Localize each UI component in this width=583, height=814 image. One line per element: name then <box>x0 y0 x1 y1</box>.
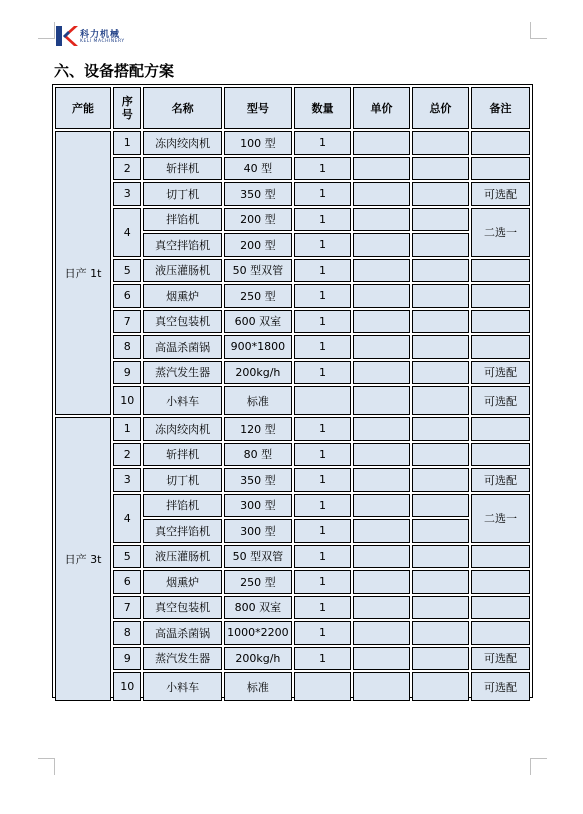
note-cell <box>471 596 530 620</box>
price-cell <box>353 284 410 308</box>
no-cell: 7 <box>113 596 141 620</box>
name-cell: 真空拌馅机 <box>143 519 221 543</box>
qty-cell: 1 <box>294 647 351 671</box>
total-cell <box>412 417 469 441</box>
section-heading: 六、设备搭配方案 <box>54 62 175 80</box>
note-cell <box>471 310 530 334</box>
name-cell: 冻肉绞肉机 <box>143 131 221 155</box>
name-cell: 烟熏炉 <box>143 570 221 594</box>
model-cell: 40 型 <box>224 157 292 181</box>
note-cell <box>471 259 530 283</box>
total-cell <box>412 443 469 467</box>
total-cell <box>412 596 469 620</box>
table-row <box>55 468 530 492</box>
qty-cell: 1 <box>294 596 351 620</box>
model-cell: 标准 <box>224 386 292 415</box>
logo-english-text: KELI MACHINERY <box>80 39 125 44</box>
qty-cell: 1 <box>294 208 351 232</box>
table-row <box>55 570 530 594</box>
total-cell <box>412 386 469 415</box>
price-cell <box>353 361 410 385</box>
col-header-total: 总价 <box>412 87 469 129</box>
price-cell <box>353 208 410 232</box>
no-cell: 2 <box>113 443 141 467</box>
table-header-row <box>55 87 530 129</box>
table-row <box>55 284 530 308</box>
model-cell: 标准 <box>224 672 292 701</box>
model-cell: 300 型 <box>224 519 292 543</box>
no-cell: 3 <box>113 182 141 206</box>
crop-mark-bottom-right <box>530 758 547 775</box>
note-cell <box>471 417 530 441</box>
qty-cell: 1 <box>294 443 351 467</box>
table-row <box>55 672 530 701</box>
note-cell: 二选一 <box>471 494 530 543</box>
name-cell: 蒸汽发生器 <box>143 647 221 671</box>
no-cell: 5 <box>113 259 141 283</box>
col-header-price: 单价 <box>353 87 410 129</box>
qty-cell <box>294 672 351 701</box>
company-logo <box>54 24 134 48</box>
no-cell: 3 <box>113 468 141 492</box>
no-cell: 10 <box>113 672 141 701</box>
note-cell: 可选配 <box>471 182 530 206</box>
total-cell <box>412 259 469 283</box>
no-cell: 8 <box>113 335 141 359</box>
name-cell: 液压灌肠机 <box>143 259 221 283</box>
price-cell <box>353 233 410 257</box>
qty-cell: 1 <box>294 310 351 334</box>
price-cell <box>353 259 410 283</box>
total-cell <box>412 157 469 181</box>
price-cell <box>353 157 410 181</box>
name-cell: 小料车 <box>143 672 221 701</box>
total-cell <box>412 284 469 308</box>
price-cell <box>353 335 410 359</box>
qty-cell: 1 <box>294 233 351 257</box>
table-row <box>55 621 530 645</box>
qty-cell: 1 <box>294 519 351 543</box>
no-cell: 1 <box>113 131 141 155</box>
qty-cell: 1 <box>294 570 351 594</box>
col-header-qty: 数量 <box>294 87 351 129</box>
price-cell <box>353 672 410 701</box>
model-cell: 300 型 <box>224 494 292 518</box>
total-cell <box>412 468 469 492</box>
note-cell: 可选配 <box>471 647 530 671</box>
price-cell <box>353 621 410 645</box>
logo-mark-icon <box>54 24 78 48</box>
note-cell: 可选配 <box>471 672 530 701</box>
model-cell: 200 型 <box>224 233 292 257</box>
no-cell: 10 <box>113 386 141 415</box>
model-cell: 350 型 <box>224 182 292 206</box>
name-cell: 切丁机 <box>143 468 221 492</box>
total-cell <box>412 310 469 334</box>
table-row <box>55 647 530 671</box>
price-cell <box>353 417 410 441</box>
note-cell <box>471 284 530 308</box>
table-row <box>55 443 530 467</box>
no-cell: 9 <box>113 361 141 385</box>
name-cell: 冻肉绞肉机 <box>143 417 221 441</box>
price-cell <box>353 647 410 671</box>
qty-cell: 1 <box>294 259 351 283</box>
total-cell <box>412 647 469 671</box>
note-cell: 可选配 <box>471 386 530 415</box>
total-cell <box>412 621 469 645</box>
table-row <box>55 182 530 206</box>
table-row <box>55 208 530 232</box>
col-header-no-text: 序号 <box>121 95 133 121</box>
price-cell <box>353 596 410 620</box>
qty-cell: 1 <box>294 182 351 206</box>
crop-mark-bottom-left <box>38 758 55 775</box>
no-cell: 4 <box>113 208 141 257</box>
no-cell: 9 <box>113 647 141 671</box>
note-cell <box>471 131 530 155</box>
table-row <box>55 259 530 283</box>
note-cell <box>471 443 530 467</box>
name-cell: 真空拌馅机 <box>143 233 221 257</box>
name-cell: 真空包装机 <box>143 596 221 620</box>
name-cell: 蒸汽发生器 <box>143 361 221 385</box>
table-row <box>55 596 530 620</box>
model-cell: 1000*2200 <box>224 621 292 645</box>
table-row <box>55 417 530 441</box>
table-row <box>55 386 530 415</box>
name-cell: 高温杀菌锅 <box>143 621 221 645</box>
name-cell: 真空包装机 <box>143 310 221 334</box>
qty-cell: 1 <box>294 157 351 181</box>
no-cell: 7 <box>113 310 141 334</box>
name-cell: 高温杀菌锅 <box>143 335 221 359</box>
qty-cell: 1 <box>294 494 351 518</box>
name-cell: 切丁机 <box>143 182 221 206</box>
col-header-capacity: 产能 <box>55 87 111 129</box>
model-cell: 200 型 <box>224 208 292 232</box>
price-cell <box>353 310 410 334</box>
table-row <box>55 157 530 181</box>
name-cell: 小料车 <box>143 386 221 415</box>
price-cell <box>353 386 410 415</box>
table-row <box>55 131 530 155</box>
total-cell <box>412 182 469 206</box>
model-cell: 600 双室 <box>224 310 292 334</box>
total-cell <box>412 131 469 155</box>
name-cell: 烟熏炉 <box>143 284 221 308</box>
price-cell <box>353 519 410 543</box>
no-cell: 2 <box>113 157 141 181</box>
price-cell <box>353 468 410 492</box>
note-cell <box>471 545 530 569</box>
model-cell: 100 型 <box>224 131 292 155</box>
note-cell: 二选一 <box>471 208 530 257</box>
name-cell: 斩拌机 <box>143 157 221 181</box>
note-cell: 可选配 <box>471 468 530 492</box>
col-header-no <box>113 87 141 129</box>
table-row <box>55 545 530 569</box>
capacity-cell: 日产 3t <box>55 417 111 701</box>
name-cell: 液压灌肠机 <box>143 545 221 569</box>
qty-cell: 1 <box>294 468 351 492</box>
total-cell <box>412 233 469 257</box>
qty-cell <box>294 386 351 415</box>
total-cell <box>412 570 469 594</box>
name-cell: 拌馅机 <box>143 208 221 232</box>
note-cell <box>471 570 530 594</box>
total-cell <box>412 672 469 701</box>
no-cell: 6 <box>113 570 141 594</box>
model-cell: 80 型 <box>224 443 292 467</box>
capacity-cell: 日产 1t <box>55 131 111 415</box>
qty-cell: 1 <box>294 361 351 385</box>
model-cell: 120 型 <box>224 417 292 441</box>
model-cell: 350 型 <box>224 468 292 492</box>
qty-cell: 1 <box>294 621 351 645</box>
model-cell: 50 型双管 <box>224 259 292 283</box>
logo-chinese-text: 科力机械 <box>80 30 121 40</box>
note-cell <box>471 335 530 359</box>
equipment-table-frame <box>52 84 533 698</box>
no-cell: 5 <box>113 545 141 569</box>
col-header-note: 备注 <box>471 87 530 129</box>
total-cell <box>412 361 469 385</box>
table-row <box>55 335 530 359</box>
name-cell: 斩拌机 <box>143 443 221 467</box>
model-cell: 250 型 <box>224 284 292 308</box>
name-cell: 拌馅机 <box>143 494 221 518</box>
no-cell: 1 <box>113 417 141 441</box>
qty-cell: 1 <box>294 131 351 155</box>
qty-cell: 1 <box>294 545 351 569</box>
qty-cell: 1 <box>294 284 351 308</box>
model-cell: 200kg/h <box>224 647 292 671</box>
price-cell <box>353 131 410 155</box>
crop-mark-top-right <box>530 22 547 39</box>
col-header-name: 名称 <box>143 87 221 129</box>
price-cell <box>353 182 410 206</box>
note-cell <box>471 157 530 181</box>
no-cell: 8 <box>113 621 141 645</box>
model-cell: 50 型双管 <box>224 545 292 569</box>
total-cell <box>412 519 469 543</box>
price-cell <box>353 494 410 518</box>
no-cell: 4 <box>113 494 141 543</box>
price-cell <box>353 545 410 569</box>
total-cell <box>412 494 469 518</box>
price-cell <box>353 570 410 594</box>
total-cell <box>412 545 469 569</box>
total-cell <box>412 335 469 359</box>
table-row <box>55 361 530 385</box>
model-cell: 200kg/h <box>224 361 292 385</box>
qty-cell: 1 <box>294 335 351 359</box>
model-cell: 900*1800 <box>224 335 292 359</box>
equipment-table <box>53 85 532 703</box>
price-cell <box>353 443 410 467</box>
model-cell: 250 型 <box>224 570 292 594</box>
model-cell: 800 双室 <box>224 596 292 620</box>
table-row <box>55 494 530 518</box>
table-row <box>55 310 530 334</box>
qty-cell: 1 <box>294 417 351 441</box>
total-cell <box>412 208 469 232</box>
note-cell: 可选配 <box>471 361 530 385</box>
no-cell: 6 <box>113 284 141 308</box>
note-cell <box>471 621 530 645</box>
crop-mark-top-left <box>38 22 55 39</box>
col-header-model: 型号 <box>224 87 292 129</box>
